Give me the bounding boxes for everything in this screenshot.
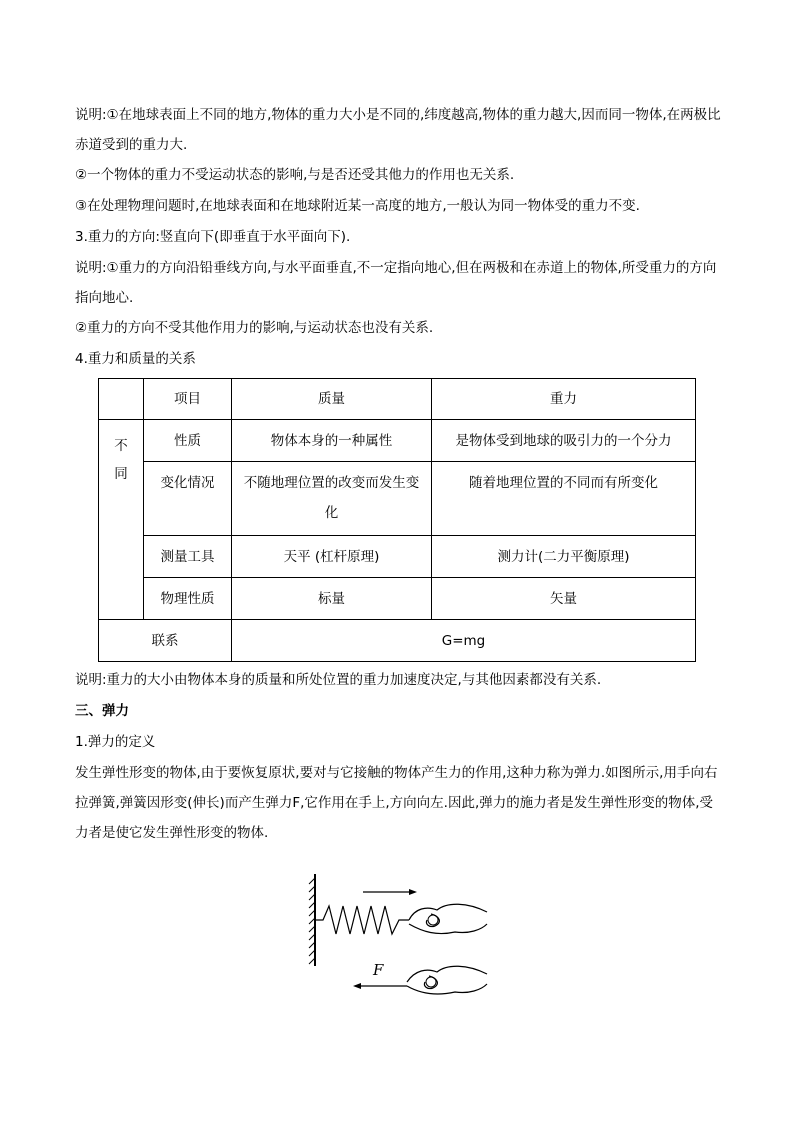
table-header-row	[99, 379, 696, 420]
relation-value: G=mg	[232, 620, 696, 662]
force-arrow-head	[353, 983, 361, 989]
note-motion: ②一个物体的重力不受运动状态的影响,与是否还受其他力的作用也无关系.	[75, 167, 515, 183]
spring-hand-figure	[305, 868, 505, 998]
row-item: 变化情况	[144, 462, 232, 536]
table-corner-cell	[99, 379, 144, 420]
document-body	[75, 100, 725, 848]
note-direction-independent: ②重力的方向不受其他作用力的影响,与运动状态也没有关系.	[75, 320, 434, 336]
row-gravity: 测力计(二力平衡原理)	[432, 536, 696, 578]
elastic-definition-text: 发生弹性形变的物体,由于要恢复原状,要对与它接触的物体产生力的作用,这种力称为弹力.如图所示,用手向右拉弹簧,弹簧因形变(伸长)而产生弹力F,它作用在手上,方向向左.因此,弹力的施力者是发生弹性形变的物体,受力者是使它发生弹性形变的物体.	[75, 765, 718, 841]
comparison-table-wrapper	[98, 378, 725, 662]
row-item: 测量工具	[144, 536, 232, 578]
subsection-elastic-definition: 1.弹力的定义	[75, 734, 156, 750]
row-item: 性质	[144, 420, 232, 462]
table-row	[99, 420, 696, 462]
section-heading-elastic-force: 三、弹力	[75, 703, 129, 719]
comparison-table	[98, 378, 696, 662]
row-mass: 物体本身的一种属性	[232, 420, 432, 462]
header-mass: 质量	[232, 379, 432, 420]
note-direction: 说明:①重力的方向沿铅垂线方向,与水平面垂直,不一定指向地心,但在两极和在赤道上的物体,所受重力的方向指向地心.	[75, 260, 717, 306]
row-gravity: 是物体受到地球的吸引力的一个分力	[432, 420, 696, 462]
row-mass: 不随地理位置的改变而发生变化	[232, 462, 432, 536]
row-gravity: 随着地理位置的不同而有所变化	[432, 462, 696, 536]
group-label-different: 不 同	[99, 420, 144, 620]
spring-diagram	[305, 868, 505, 998]
section-gravity-mass: 4.重力和质量的关系	[75, 351, 196, 367]
relation-label: 联系	[99, 620, 232, 662]
table-row	[99, 462, 696, 536]
row-mass: 天平 (杠杆原理)	[232, 536, 432, 578]
note-gravity-magnitude: 说明:重力的大小由物体本身的质量和所处位置的重力加速度决定,与其他因素都没有关系.	[75, 672, 602, 688]
table-row	[99, 578, 696, 620]
hand-bottom-thumb	[426, 977, 436, 987]
spring-coil	[315, 906, 409, 934]
force-label-f: F	[373, 961, 384, 979]
hand-top-thumb	[428, 915, 438, 925]
hand-top	[409, 904, 487, 933]
row-item: 物理性质	[144, 578, 232, 620]
note-height: ③在处理物理问题时,在地球表面和在地球附近某一高度的地方,一般认为同一物体受的重力不变.	[75, 198, 640, 214]
note-latitude: 说明:①在地球表面上不同的地方,物体的重力大小是不同的,纬度越高,物体的重力越大,因而同一物体,在两极比赤道受到的重力大.	[75, 107, 721, 153]
header-gravity: 重力	[432, 379, 696, 420]
table-relation-row	[99, 620, 696, 662]
table-row	[99, 536, 696, 578]
row-mass: 标量	[232, 578, 432, 620]
pull-arrow-head	[409, 889, 417, 895]
section-gravity-direction: 3.重力的方向:竖直向下(即垂直于水平面向下).	[75, 229, 351, 245]
row-gravity: 矢量	[432, 578, 696, 620]
hand-bottom	[407, 966, 487, 994]
header-item: 项目	[144, 379, 232, 420]
